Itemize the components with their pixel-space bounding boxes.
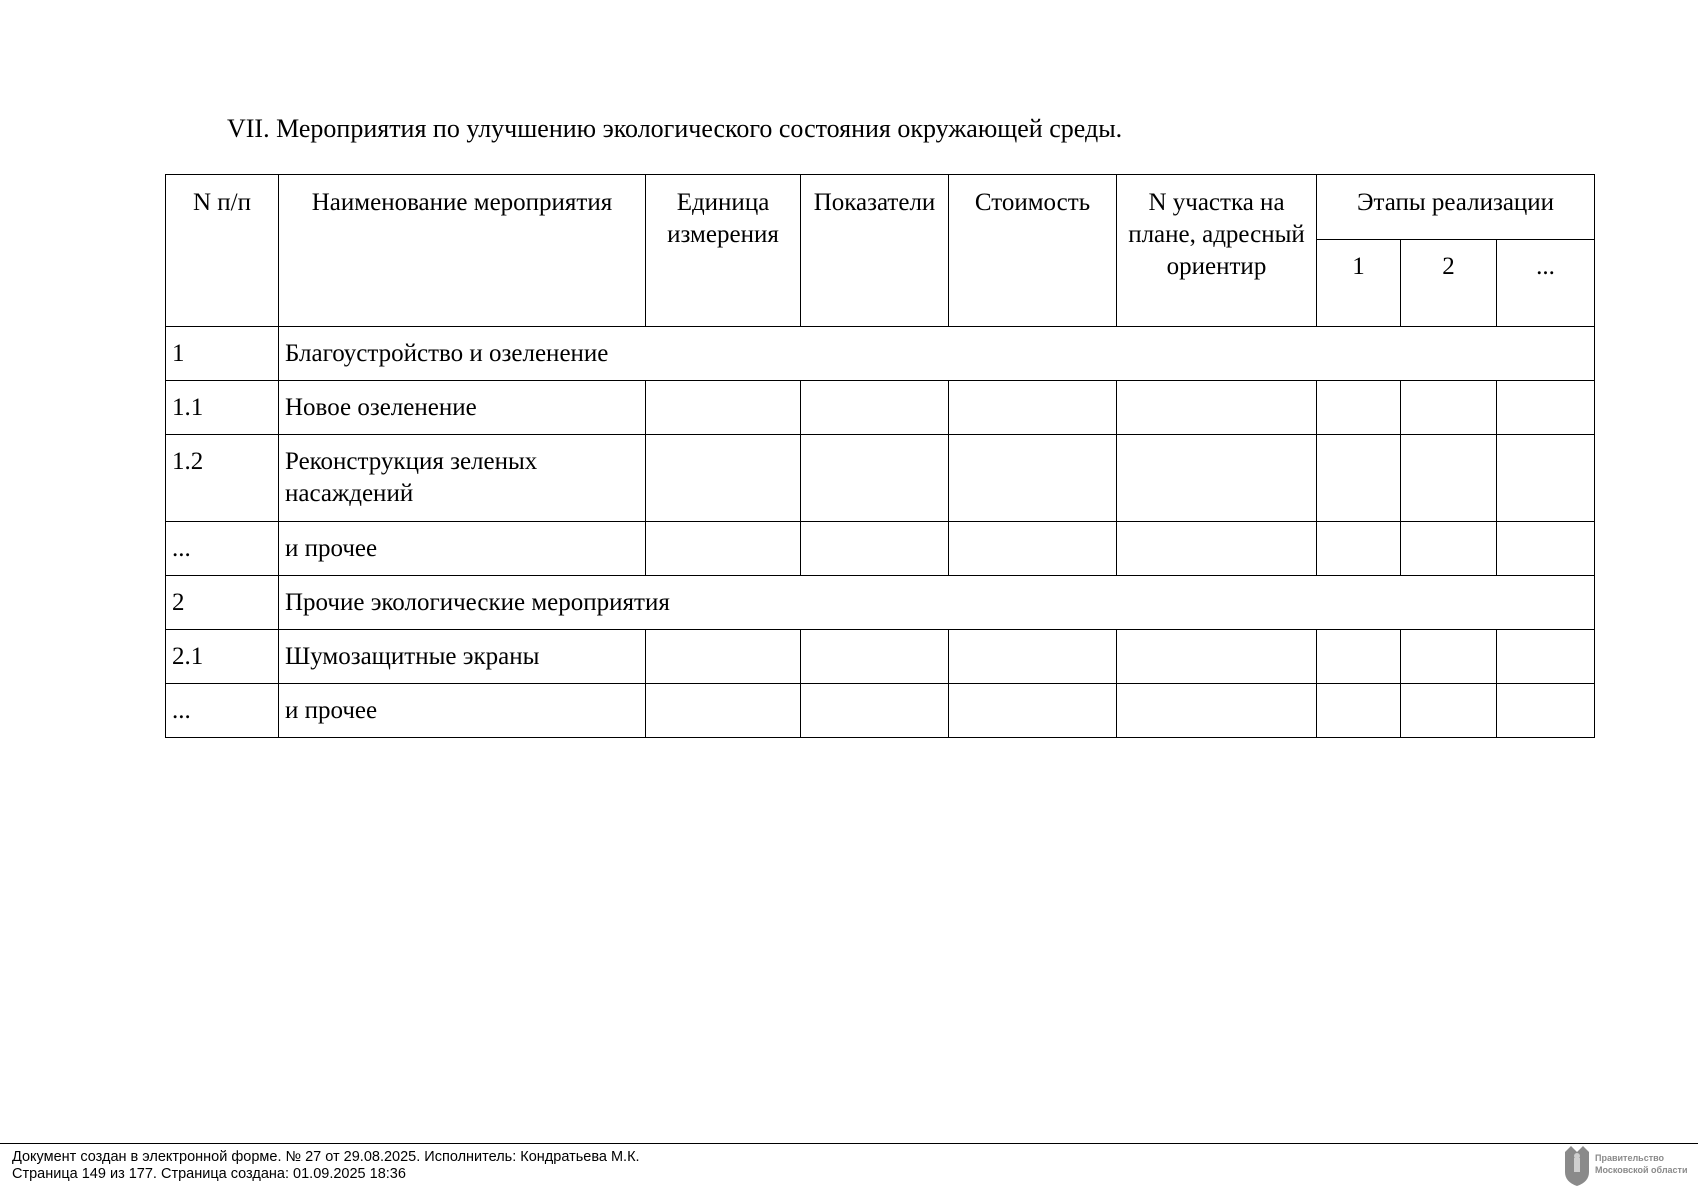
cell-stage-2 <box>1401 381 1497 435</box>
header-name: Наименование мероприятия <box>279 175 646 327</box>
cell-plot <box>1117 381 1317 435</box>
cell-indicators <box>801 522 949 576</box>
cell-plot <box>1117 684 1317 738</box>
cell-stage-2 <box>1401 684 1497 738</box>
cell-cost <box>949 381 1117 435</box>
row-num: 2.1 <box>166 630 279 684</box>
table-row <box>166 435 1595 522</box>
row-name: Шумозащитные экраны <box>279 630 646 684</box>
cell-indicators <box>801 684 949 738</box>
header-cost: Стоимость <box>949 175 1117 327</box>
cell-cost <box>949 522 1117 576</box>
cell-stage-more <box>1497 381 1595 435</box>
table-row <box>166 522 1595 576</box>
section-row <box>166 327 1595 381</box>
cell-unit <box>646 435 801 522</box>
measures-table <box>165 174 1595 738</box>
row-num: ... <box>166 522 279 576</box>
row-num: 1.2 <box>166 435 279 522</box>
cell-indicators <box>801 435 949 522</box>
row-name: и прочее <box>279 522 646 576</box>
cell-unit <box>646 630 801 684</box>
row-num: 1.1 <box>166 381 279 435</box>
header-indicators-text: Показатели <box>813 189 936 216</box>
section-heading: VII. Мероприятия по улучшению экологического состояния окружающей среды. <box>227 114 1123 143</box>
row-name: Реконструкция зеленых насаждений <box>279 435 646 522</box>
header-stage-2: 2 <box>1401 240 1497 327</box>
row-name: и прочее <box>279 684 646 738</box>
cell-indicators <box>801 630 949 684</box>
header-plot: N участка на плане, адресный ориентир <box>1117 175 1317 327</box>
coat-of-arms-icon <box>1565 1146 1589 1186</box>
cell-stage-1 <box>1317 435 1401 522</box>
section-title: Благоустройство и озеленение <box>279 327 1595 381</box>
seal-text-line-2: Московской области <box>1595 1165 1688 1175</box>
section-num: 2 <box>166 576 279 630</box>
cell-cost <box>949 684 1117 738</box>
table-row <box>166 381 1595 435</box>
table-header-row <box>166 175 1595 240</box>
header-stages: Этапы реализации <box>1317 175 1595 240</box>
cell-stage-1 <box>1317 522 1401 576</box>
cell-unit <box>646 684 801 738</box>
footer-line-page: Страница 149 из 177. Страница создана: 01.09.2025 18:36 <box>12 1166 406 1182</box>
cell-cost <box>949 435 1117 522</box>
cell-plot <box>1117 435 1317 522</box>
cell-unit <box>646 381 801 435</box>
header-stage-more: ... <box>1497 240 1595 327</box>
seal-text-line-1: Правительство <box>1595 1153 1665 1163</box>
footer-divider <box>0 1143 1698 1144</box>
cell-stage-more <box>1497 684 1595 738</box>
header-stage-1: 1 <box>1317 240 1401 327</box>
header-unit: Единица измерения <box>646 175 801 327</box>
cell-stage-more <box>1497 630 1595 684</box>
cell-stage-2 <box>1401 522 1497 576</box>
cell-stage-more <box>1497 522 1595 576</box>
table-row <box>166 684 1595 738</box>
section-num: 1 <box>166 327 279 381</box>
header-indicators <box>801 175 949 327</box>
cell-indicators <box>801 381 949 435</box>
row-name: Новое озеленение <box>279 381 646 435</box>
footer-info <box>12 1149 640 1183</box>
table-row <box>166 630 1595 684</box>
cell-stage-1 <box>1317 630 1401 684</box>
government-seal-logo <box>1557 1142 1692 1188</box>
cell-stage-2 <box>1401 435 1497 522</box>
row-num: ... <box>166 684 279 738</box>
cell-stage-1 <box>1317 684 1401 738</box>
section-title: Прочие экологические мероприятия <box>279 576 1595 630</box>
cell-unit <box>646 522 801 576</box>
cell-plot <box>1117 522 1317 576</box>
footer-line-document: Документ создан в электронной форме. № 27 от 29.08.2025. Исполнитель: Кондратьева М.К. <box>12 1149 640 1165</box>
cell-plot <box>1117 630 1317 684</box>
cell-cost <box>949 630 1117 684</box>
cell-stage-more <box>1497 435 1595 522</box>
cell-stage-1 <box>1317 381 1401 435</box>
header-num: N п/п <box>166 175 279 327</box>
section-row <box>166 576 1595 630</box>
cell-stage-2 <box>1401 630 1497 684</box>
